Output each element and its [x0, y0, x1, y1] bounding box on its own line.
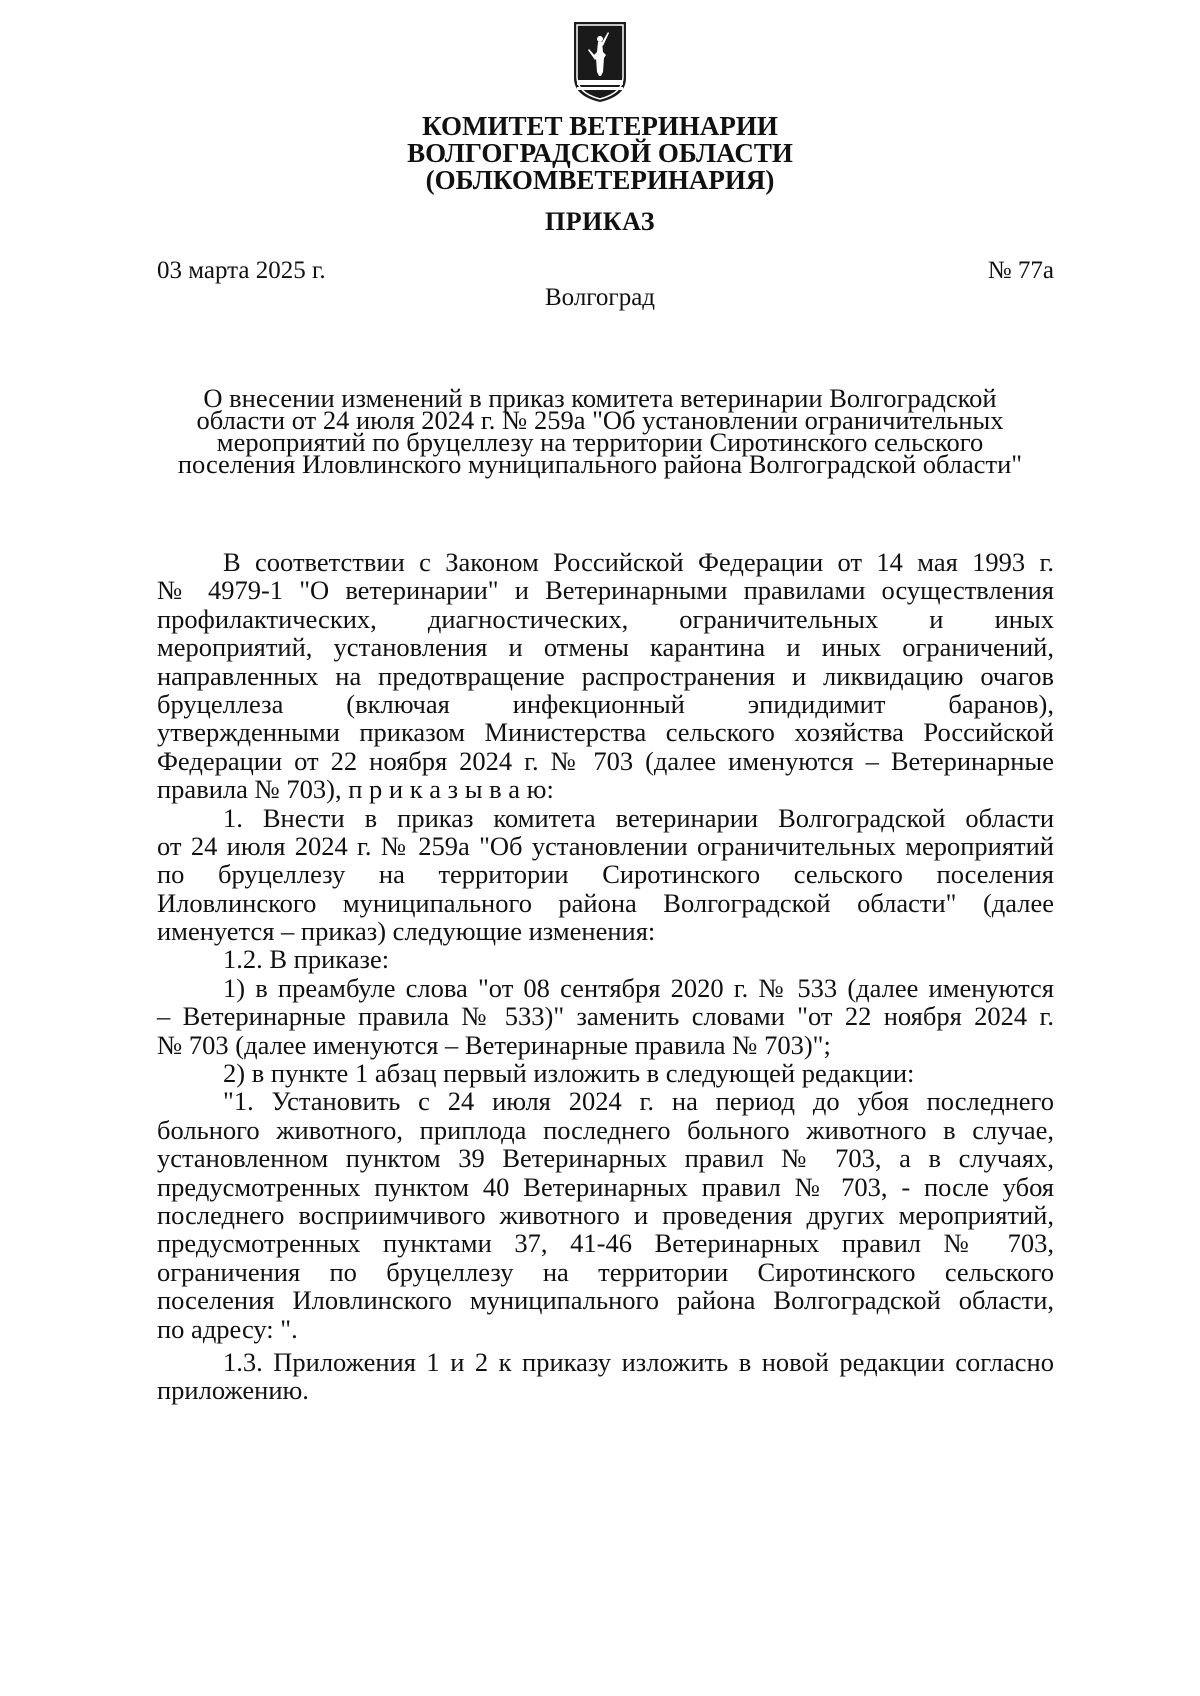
body-line: 1.3. Приложения 1 и 2 к приказу изложить в новой редакции согласно	[223, 1346, 1054, 1377]
body-line: последнего восприимчивого животного и проведения других мероприятий,	[157, 1199, 1054, 1230]
subject-line: поселения Иловлинского муниципального района Волгоградской области"	[177, 449, 1023, 479]
document-date: 03 марта 2025 г.	[157, 257, 326, 284]
body-line: именуется – приказ) следующие изменения:	[157, 916, 656, 947]
coat-of-arms-emblem	[568, 20, 632, 104]
body-line: по бруцеллезу на территории Сиротинского сельского поселения	[157, 859, 1054, 890]
body-line: правила № 703), п р и к а з ы в а ю:	[157, 774, 554, 805]
document-city: Волгоград	[544, 284, 656, 311]
body-line: № 703 (далее именуются – Ветеринарные правила № 703)";	[157, 1029, 831, 1060]
body-line: № 4979-1 "О ветеринарии" и Ветеринарными правилами осуществления	[157, 575, 1054, 606]
body-line: больного животного, приплода последнего больного животного в случае,	[157, 1114, 1054, 1145]
body-line: профилактических, диагностических, ограничительных и иных	[157, 603, 1054, 634]
body-line: 1) в преамбуле слова "от 08 сентября 2020 г. № 533 (далее именуются	[223, 972, 1054, 1003]
subject-line: области от 24 июля 2024 г. № 259а "Об установлении ограничительных	[196, 405, 1004, 435]
body-line: 1.2. В приказе:	[223, 944, 390, 975]
body-line: ограничения по бруцеллезу на территории Сиротинского сельского	[157, 1256, 1054, 1287]
body-line: Федерации от 22 ноября 2024 г. № 703 (далее именуются – Ветеринарные	[157, 745, 1054, 776]
body-line: 2) в пункте 1 абзац первый изложить в следующей редакции:	[223, 1058, 915, 1089]
body-line: предусмотренных пунктами 37, 41-46 Ветеринарных правил № 703,	[157, 1228, 1054, 1259]
body-line: от 24 июля 2024 г. № 259а "Об установлении ограничительных мероприятий	[157, 830, 1054, 861]
body-line: 1. Внести в приказ комитета ветеринарии Волгоградской области	[223, 802, 1054, 833]
body-line: Иловлинского муниципального района Волгоградской области" (далее	[157, 887, 1054, 918]
body-line: В соответствии с Законом Российской Федерации от 14 мая 1993 г.	[223, 547, 1054, 577]
org-name-line: (ОБЛКОМВЕТЕРИНАРИЯ)	[425, 165, 775, 195]
subject-line: О внесении изменений в приказ комитета ветеринарии Волгоградской	[203, 383, 997, 413]
body-line: приложению.	[157, 1375, 309, 1406]
document-subject	[150, 383, 1050, 479]
body-line: установленном пунктом 39 Ветеринарных правил № 703, а в случаях,	[157, 1143, 1054, 1174]
body-line: – Ветеринарные правила № 533)" заменить словами "от 22 ноября 2024 г.	[157, 1001, 1054, 1032]
body-line: мероприятий, установления и отмены карантина и иных ограничений,	[157, 632, 1054, 663]
subject-line: мероприятий по бруцеллезу на территории Сиротинского сельского	[216, 427, 984, 457]
document-type: ПРИКАЗ	[544, 207, 656, 236]
body-line: поселения Иловлинского муниципального района Волгоградской области,	[157, 1285, 1054, 1316]
body-line: по адресу: ".	[157, 1313, 298, 1344]
org-name-line: ВОЛГОГРАДСКОЙ ОБЛАСТИ	[407, 138, 793, 168]
body-line: "1. Установить с 24 июля 2024 г. на период до убоя последнего	[223, 1086, 1054, 1117]
document-body	[157, 548, 1054, 1405]
body-line: направленных на предотвращение распространения и ликвидацию очагов	[157, 660, 1054, 691]
document-number: № 77а	[987, 257, 1054, 284]
body-line: утвержденными приказом Министерства сельского хозяйства Российской	[157, 717, 1054, 748]
organization-name	[0, 113, 1200, 194]
body-line: предусмотренных пунктом 40 Ветеринарных правил № 703, - после убоя	[157, 1171, 1054, 1202]
body-line: бруцеллеза (включая инфекционный эпидидимит баранов),	[157, 688, 1054, 719]
org-name-line: КОМИТЕТ ВЕТЕРИНАРИИ	[422, 111, 778, 141]
